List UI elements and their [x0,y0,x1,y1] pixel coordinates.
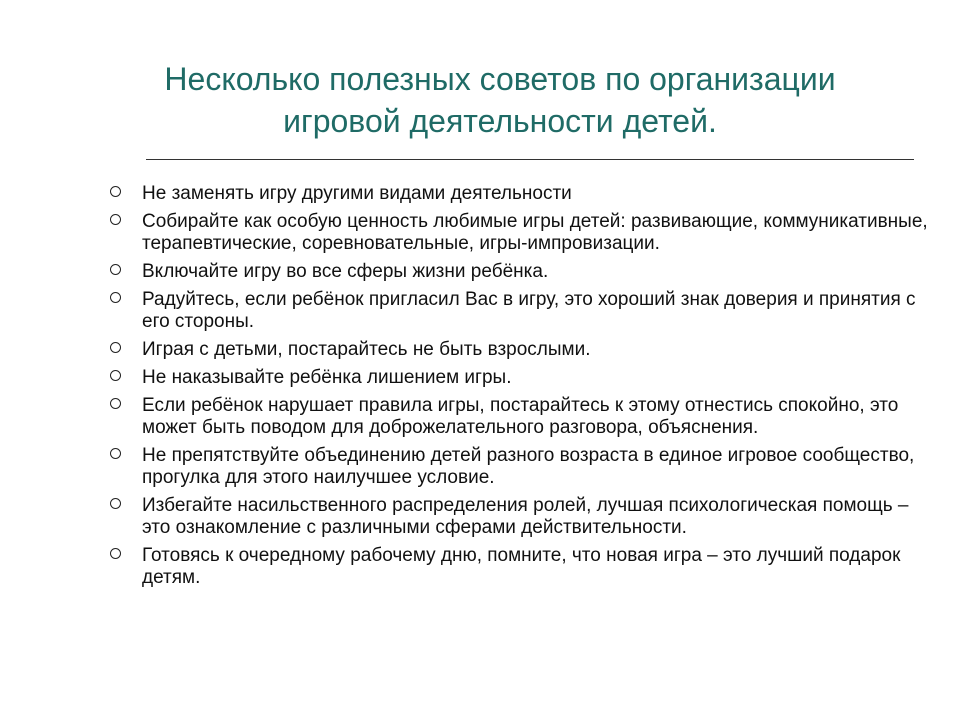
list-item-text: Радуйтесь, если ребёнок пригласил Вас в игру, это хороший знак доверия и принятия с его стороны. [142,289,916,332]
title-divider [146,159,914,160]
bullet-icon [110,342,121,353]
bullet-icon [110,498,121,509]
slide-title [60,58,940,142]
list-item-text: Не препятствуйте объединению детей разного возраста в единое игровое сообщество, прогулка для этого наилучшее условие. [142,445,915,488]
slide-title-line-2: игровой деятельности детей. [283,103,717,139]
list-item [108,183,928,205]
tips-list [108,183,928,595]
list-item [108,395,928,439]
list-item-text: Избегайте насильственного распределения ролей, лучшая психологическая помощь – это ознакомление с различными сферами действительности. [142,495,909,538]
slide-title-line-1: Несколько полезных советов по организации [164,61,836,97]
bullet-icon [110,548,121,559]
list-item-text: Включайте игру во все сферы жизни ребёнка. [142,261,549,282]
bullet-icon [110,398,121,409]
list-item [108,339,928,361]
list-item [108,261,928,283]
bullet-icon [110,370,121,381]
bullet-icon [110,214,121,225]
list-item-text: Если ребёнок нарушает правила игры, постарайтесь к этому отнестись спокойно, это может быть поводом для доброжелательного разговора, объяснения. [142,395,899,438]
list-item-text: Играя с детьми, постарайтесь не быть взрослыми. [142,339,591,360]
bullet-icon [110,264,121,275]
list-item [108,289,928,333]
list-item [108,495,928,539]
list-item [108,445,928,489]
bullet-icon [110,292,121,303]
list-item-text: Готовясь к очередному рабочему дню, помните, что новая игра – это лучший подарок детям. [142,545,901,588]
list-item-text: Не наказывайте ребёнка лишением игры. [142,367,512,388]
list-item-text: Не заменять игру другими видами деятельности [142,183,572,204]
list-item [108,211,928,255]
list-item-text: Собирайте как особую ценность любимые игры детей: развивающие, коммуникативные, терапевтические, соревновательные, игры-импровизации. [142,211,928,254]
bullet-icon [110,186,121,197]
list-item [108,545,928,589]
bullet-icon [110,448,121,459]
list-item [108,367,928,389]
